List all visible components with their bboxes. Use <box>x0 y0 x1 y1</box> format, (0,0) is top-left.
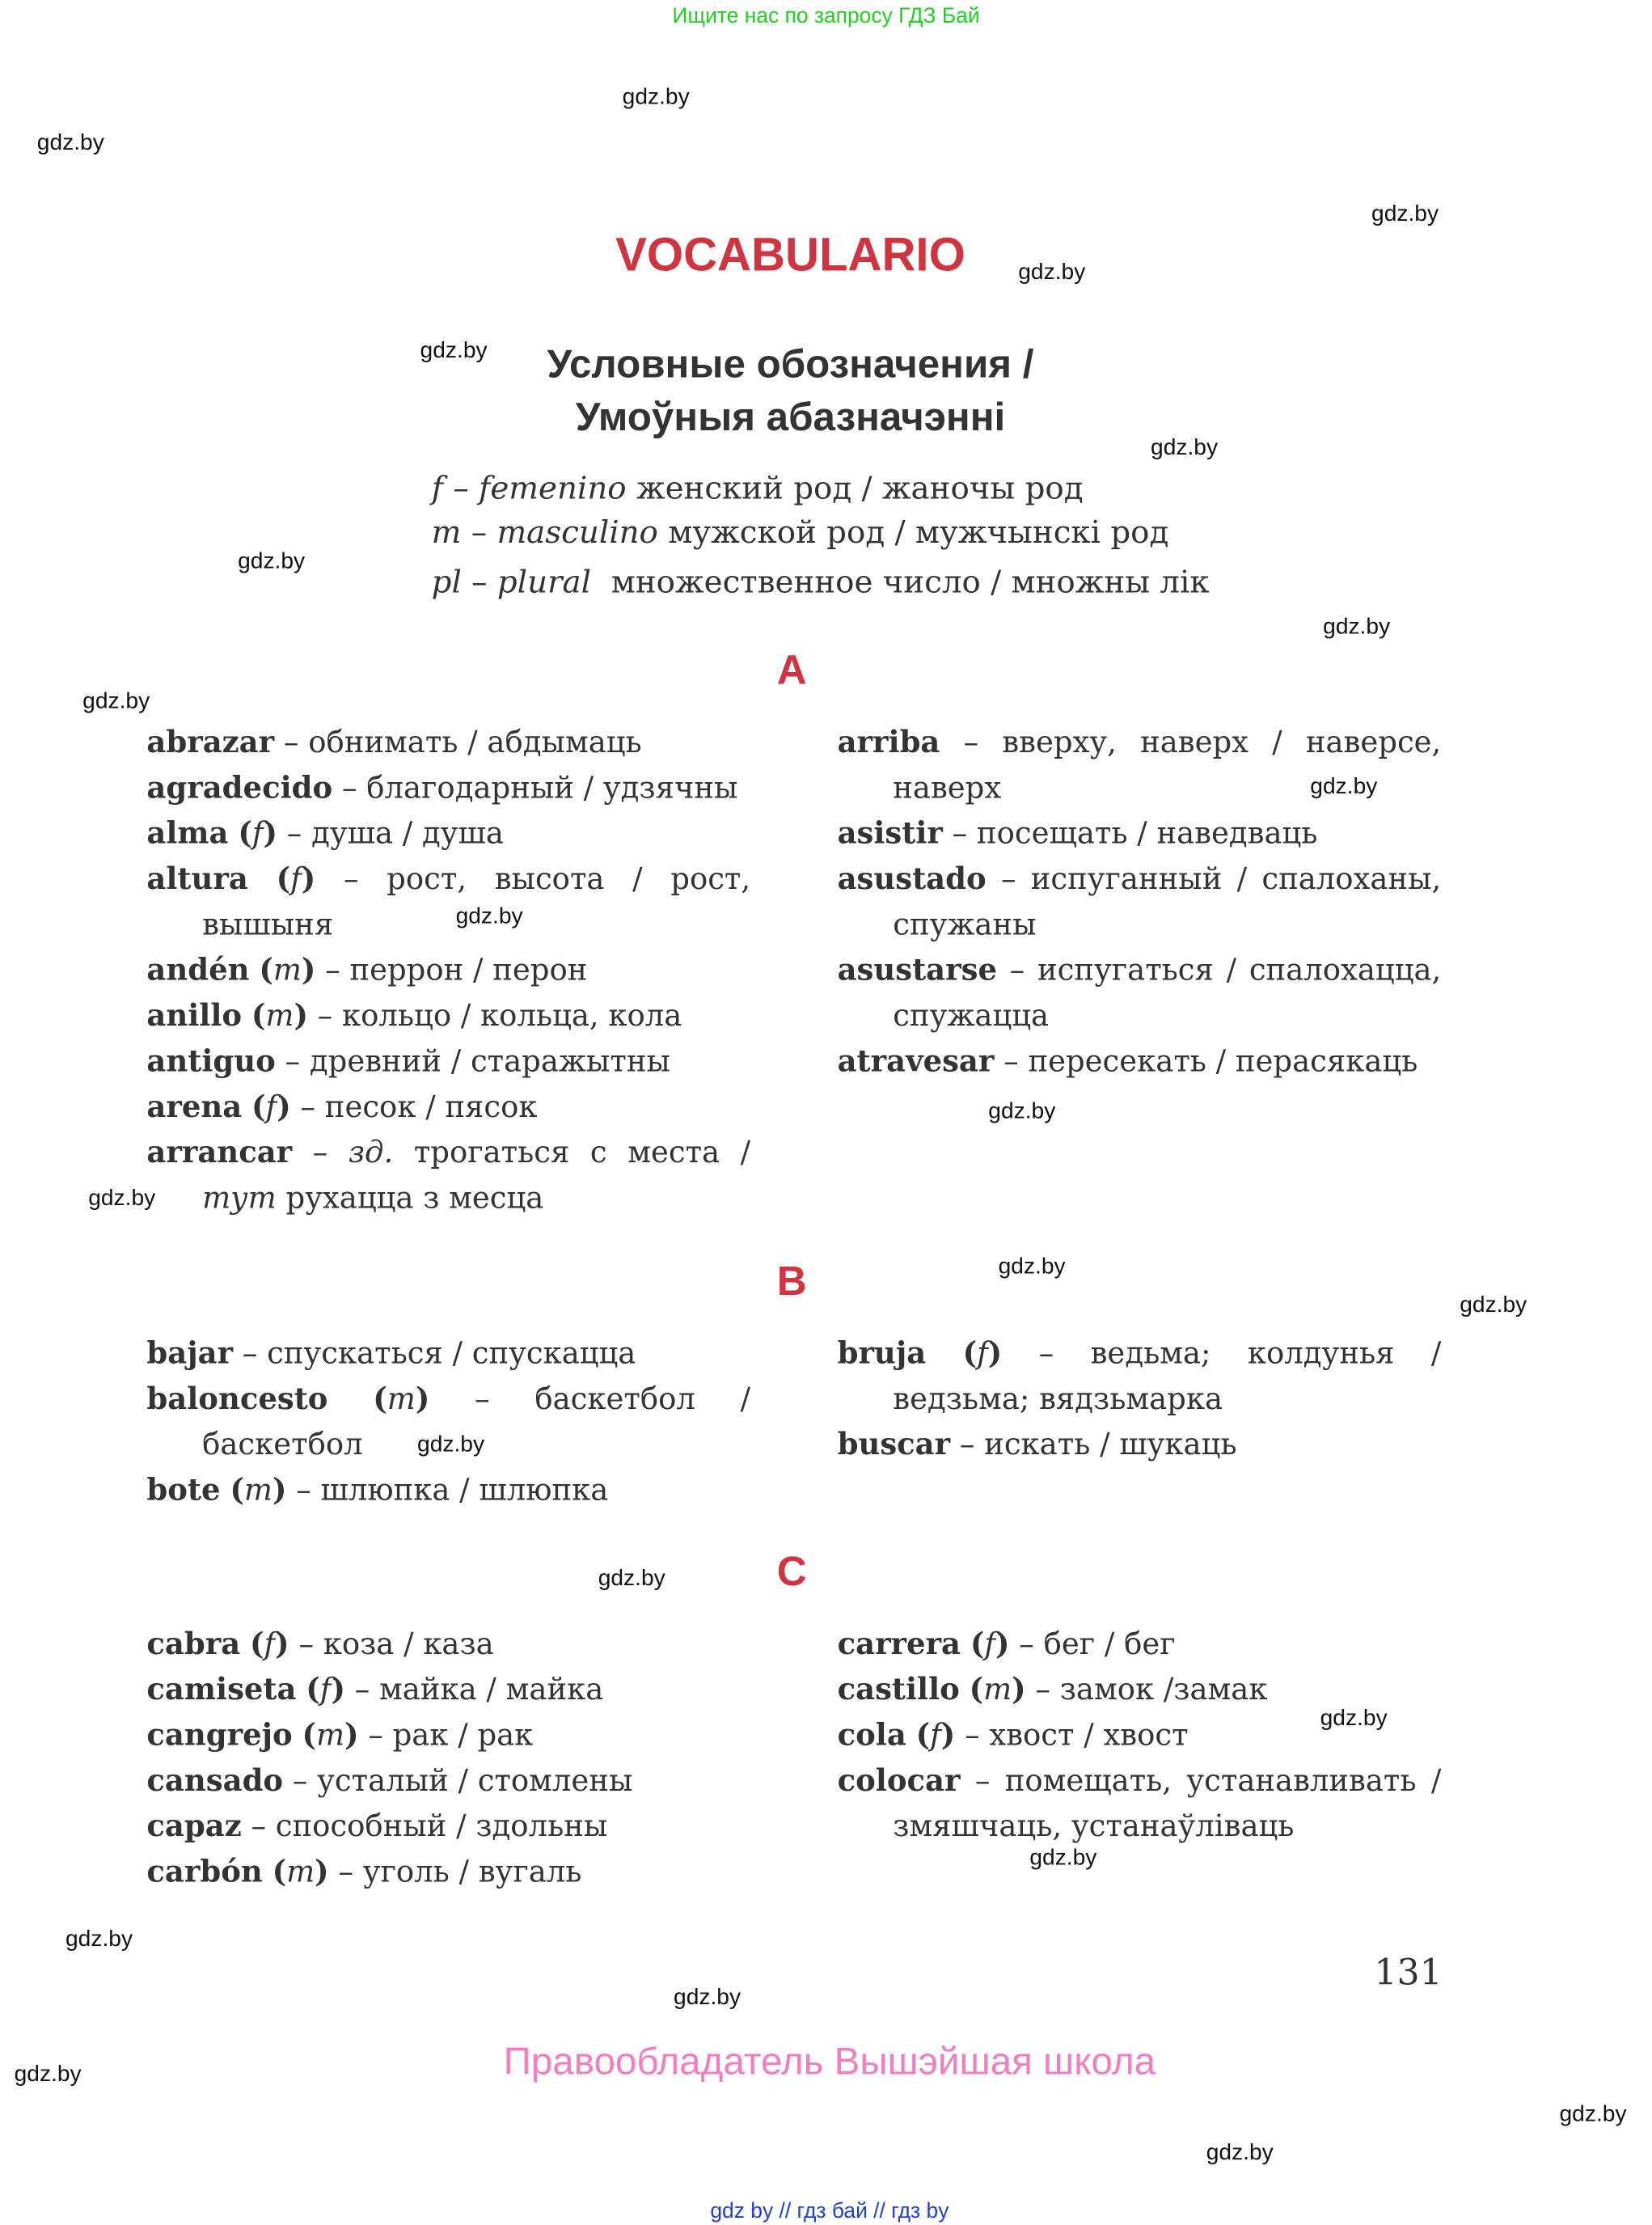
watermark: gdz.by <box>598 1567 665 1592</box>
gender: m <box>265 998 294 1033</box>
dash: – <box>251 1808 266 1843</box>
watermark: gdz.by <box>1029 1846 1097 1871</box>
section-letter-b: B <box>776 1258 807 1305</box>
entry: carrera (f) – бег / бег <box>837 1625 1176 1661</box>
entry <box>146 1330 750 1376</box>
dash: – <box>1000 861 1016 896</box>
gender: f <box>290 861 302 896</box>
translation: спускаться / спускацца <box>267 1336 636 1371</box>
dash: – <box>242 1336 258 1371</box>
watermark: gdz.by <box>988 1099 1056 1124</box>
translation: испугаться / спалохацца, спужацца <box>893 953 1442 1033</box>
dash: – <box>343 861 359 896</box>
gender: f <box>319 1672 332 1707</box>
headword: bote <box>146 1471 221 1508</box>
headword: altura <box>146 860 248 896</box>
watermark: gdz.by <box>998 1254 1066 1280</box>
gender: f <box>265 1089 277 1124</box>
watermark: gdz.by <box>14 2062 82 2088</box>
translation: баскетбол / баскетбол <box>202 1381 751 1461</box>
headword: castillo <box>837 1670 960 1707</box>
headword: capaz <box>146 1807 242 1843</box>
translation: песок / пясок <box>324 1089 538 1124</box>
legend-abbr: pl <box>431 565 462 602</box>
entry: cola (f) – хвост / хвост <box>837 1716 1189 1753</box>
dash: – <box>317 998 333 1033</box>
watermark: gdz.by <box>238 549 306 574</box>
entry: andén (m) – перрон / перон <box>146 951 588 988</box>
dash: – <box>959 1427 975 1461</box>
legend-meaning: множественное число / множны лік <box>611 565 1210 602</box>
watermark: gdz.by <box>1018 260 1086 286</box>
translation: искать / шукаць <box>984 1427 1237 1461</box>
entry <box>146 1038 750 1084</box>
watermark: gdz.by <box>82 689 150 714</box>
translation: способный / здольны <box>275 1808 608 1843</box>
headword: carbón <box>146 1853 263 1889</box>
translation: шлюпка / шлюпка <box>320 1473 609 1508</box>
watermark: gdz.by <box>1559 2102 1627 2127</box>
watermark: gdz.by <box>674 1986 741 2011</box>
section-letter-a: A <box>776 648 807 694</box>
dash: – <box>952 816 968 851</box>
gender: f <box>930 1718 941 1753</box>
translation: трогаться с места / <box>413 1135 751 1170</box>
section-letter-c: C <box>776 1550 807 1596</box>
gender: m <box>315 1718 345 1753</box>
headword: cabra <box>146 1625 241 1661</box>
headword: abrazar <box>146 723 275 759</box>
copyright-notice: Правообладатель Вышэйшая школа <box>503 2040 1156 2083</box>
translation: вверху, наверх / наверсе, наверх <box>893 725 1442 806</box>
section-c-left-column <box>146 1621 750 1894</box>
entry: camiseta (f) – майка / майка <box>146 1670 604 1707</box>
usage-note: тут <box>202 1181 277 1216</box>
dash: – <box>974 1763 991 1798</box>
watermark: gdz.by <box>36 131 104 155</box>
headword: cangrejo <box>146 1716 293 1753</box>
headword: asustado <box>837 860 987 896</box>
dash: – <box>471 565 488 602</box>
entry <box>146 719 750 764</box>
translation: бег / бег <box>1043 1626 1176 1661</box>
gender: m <box>243 1473 273 1508</box>
headword: cola <box>837 1716 906 1753</box>
watermark: gdz.by <box>1320 1706 1388 1731</box>
translation: рост, высота / рост, вышыня <box>202 861 751 942</box>
entry: anillo (m) – кольцо / кольца, кола <box>146 996 682 1033</box>
watermark: gdz.by <box>417 1432 485 1457</box>
watermark: gdz.by <box>1206 2141 1274 2166</box>
legend-abbr: m <box>431 515 462 552</box>
entry <box>146 1758 750 1803</box>
dash: – <box>298 1626 314 1661</box>
usage-note: зд. <box>348 1135 394 1170</box>
dash: – <box>354 1672 370 1707</box>
translation: древний / старажытны <box>309 1043 670 1079</box>
dash: – <box>965 1718 980 1753</box>
entry <box>838 1038 1442 1084</box>
entry: carbón (m) – уголь / вугаль <box>146 1853 582 1889</box>
entry: cangrejo (m) – рак / рак <box>146 1716 534 1753</box>
entry <box>838 856 1442 947</box>
dash: – <box>471 515 488 552</box>
entry <box>838 1422 1442 1467</box>
entry: bruja (f) – ведьма; колдунья / ведзьма; вядзьмарка <box>837 1335 1442 1416</box>
section-a-left-column <box>146 719 750 1220</box>
translation: рак / рак <box>392 1718 534 1753</box>
headword: atravesar <box>837 1043 995 1079</box>
top-banner: Ищите нас по запросу ГДЗ Бай <box>672 4 980 29</box>
gender: f <box>977 1336 988 1371</box>
entry <box>838 947 1442 1038</box>
page-title: VOCABULARIO <box>615 227 965 281</box>
dash: – <box>1003 1043 1019 1079</box>
translation: уголь / вугаль <box>362 1855 582 1889</box>
dash: – <box>312 1135 328 1170</box>
section-b-left-column <box>146 1330 750 1512</box>
watermark: gdz.by <box>1371 202 1439 227</box>
watermark: gdz.by <box>1323 615 1391 640</box>
legend-term: plural <box>496 565 592 602</box>
headword: alma <box>146 814 229 851</box>
entry: arena (f) – песок / пясок <box>146 1088 538 1124</box>
headword: baloncesto <box>146 1380 328 1416</box>
headword: buscar <box>837 1425 951 1461</box>
watermark: gdz.by <box>455 904 523 929</box>
entry: baloncesto (m) – баскетбол / баскетбол <box>146 1380 751 1461</box>
dash: – <box>475 1381 490 1416</box>
entry <box>146 765 750 810</box>
gender: m <box>983 1672 1012 1707</box>
dash: – <box>963 725 979 759</box>
legend-plural <box>432 565 1210 601</box>
headword: agradecido <box>146 769 333 806</box>
page-number: 131 <box>1374 1951 1443 1993</box>
translation: кольцо / кольца, кола <box>342 998 682 1033</box>
translation: обнимать / абдымаць <box>308 725 642 759</box>
gender: f <box>264 1626 276 1661</box>
headword: arena <box>146 1088 243 1124</box>
translation: рухацца з месца <box>285 1181 544 1216</box>
legend-term: femenino <box>479 471 627 507</box>
headword: arrancar <box>146 1133 293 1170</box>
headword: colocar <box>837 1762 961 1798</box>
headword: arriba <box>837 723 940 759</box>
bottom-links[interactable]: gdz by // гдз бай // гдз by <box>710 2199 949 2224</box>
headword: bajar <box>146 1335 234 1371</box>
translation: благодарный / удзячны <box>366 770 738 806</box>
entry: castillo (m) – замок /замак <box>837 1670 1268 1707</box>
section-c-right-column <box>838 1621 1442 1849</box>
dash: – <box>341 770 357 806</box>
legend-masculine <box>432 516 1169 552</box>
translation: майка / майка <box>379 1672 604 1707</box>
entry: bote (m) – шлюпка / шлюпка <box>146 1471 609 1508</box>
watermark: gdz.by <box>88 1187 156 1212</box>
subtitle-line-1: Условные обозначения / <box>547 341 1034 387</box>
entry: alma (f) – душа / душа <box>146 814 504 851</box>
watermark: gdz.by <box>1151 435 1219 460</box>
entry: altura (f) – рост, высота / рост, вышыня <box>146 860 751 942</box>
dash: – <box>325 953 340 988</box>
headword: camiseta <box>146 1670 297 1707</box>
watermark: gdz.by <box>622 85 690 110</box>
headword: antiguo <box>146 1043 276 1079</box>
entry <box>146 1130 750 1221</box>
dash: – <box>368 1718 383 1753</box>
watermark: gdz.by <box>420 339 488 364</box>
legend-meaning: мужской род / мужчынскі род <box>668 515 1169 552</box>
translation: коза / каза <box>323 1626 494 1661</box>
dash: – <box>1035 1672 1050 1707</box>
translation: испуганный / спалоханы, спужаны <box>893 861 1442 942</box>
section-a-right-column <box>838 719 1442 1084</box>
dash: – <box>292 1763 308 1798</box>
gender: f <box>251 816 264 851</box>
watermark: gdz.by <box>65 1927 133 1952</box>
watermark: gdz.by <box>1310 775 1378 800</box>
dash: – <box>285 1043 301 1079</box>
legend-meaning: женский род / жаночы род <box>636 471 1084 507</box>
headword: anillo <box>146 996 243 1033</box>
translation: замок /замак <box>1059 1672 1268 1707</box>
headword: asustarse <box>837 951 997 988</box>
dash: – <box>453 471 469 507</box>
legend-abbr: f <box>431 471 444 507</box>
dash: – <box>1019 1626 1034 1661</box>
entry: cabra (f) – коза / каза <box>146 1625 494 1661</box>
gender: f <box>984 1626 996 1661</box>
dash: – <box>1038 1336 1054 1371</box>
entry <box>838 1758 1442 1849</box>
headword: carrera <box>837 1625 961 1661</box>
translation: помещать, устанавливать / змяшчаць, устанаўліваць <box>893 1763 1442 1843</box>
entry <box>146 1804 750 1849</box>
dash: – <box>283 725 299 759</box>
headword: cansado <box>146 1762 284 1798</box>
translation: перрон / перон <box>349 953 588 988</box>
dash: – <box>300 1089 316 1124</box>
entry <box>838 810 1442 856</box>
dash: – <box>338 1855 353 1889</box>
gender: m <box>273 953 302 988</box>
headword: andén <box>146 951 250 988</box>
subtitle-line-2: Умоўныя абазначэнні <box>575 394 1006 439</box>
translation: усталый / стомлены <box>317 1763 633 1798</box>
headword: asistir <box>837 814 943 851</box>
translation: пересекать / перасякаць <box>1028 1043 1418 1079</box>
gender: m <box>286 1855 315 1889</box>
translation: ведьма; колдунья / ведзьма; вядзьмарка <box>893 1336 1442 1416</box>
legend-feminine <box>432 472 1084 507</box>
section-b-right-column <box>838 1330 1442 1467</box>
dash: – <box>286 816 302 851</box>
dash: – <box>1009 953 1025 988</box>
legend-term: masculino <box>496 515 658 552</box>
translation: посещать / наведваць <box>976 816 1318 851</box>
dash: – <box>296 1473 311 1508</box>
translation: душа / душа <box>311 816 504 851</box>
translation: хвост / хвост <box>989 1718 1189 1753</box>
gender: m <box>387 1381 416 1416</box>
headword: bruja <box>837 1335 927 1371</box>
watermark: gdz.by <box>1460 1293 1527 1318</box>
